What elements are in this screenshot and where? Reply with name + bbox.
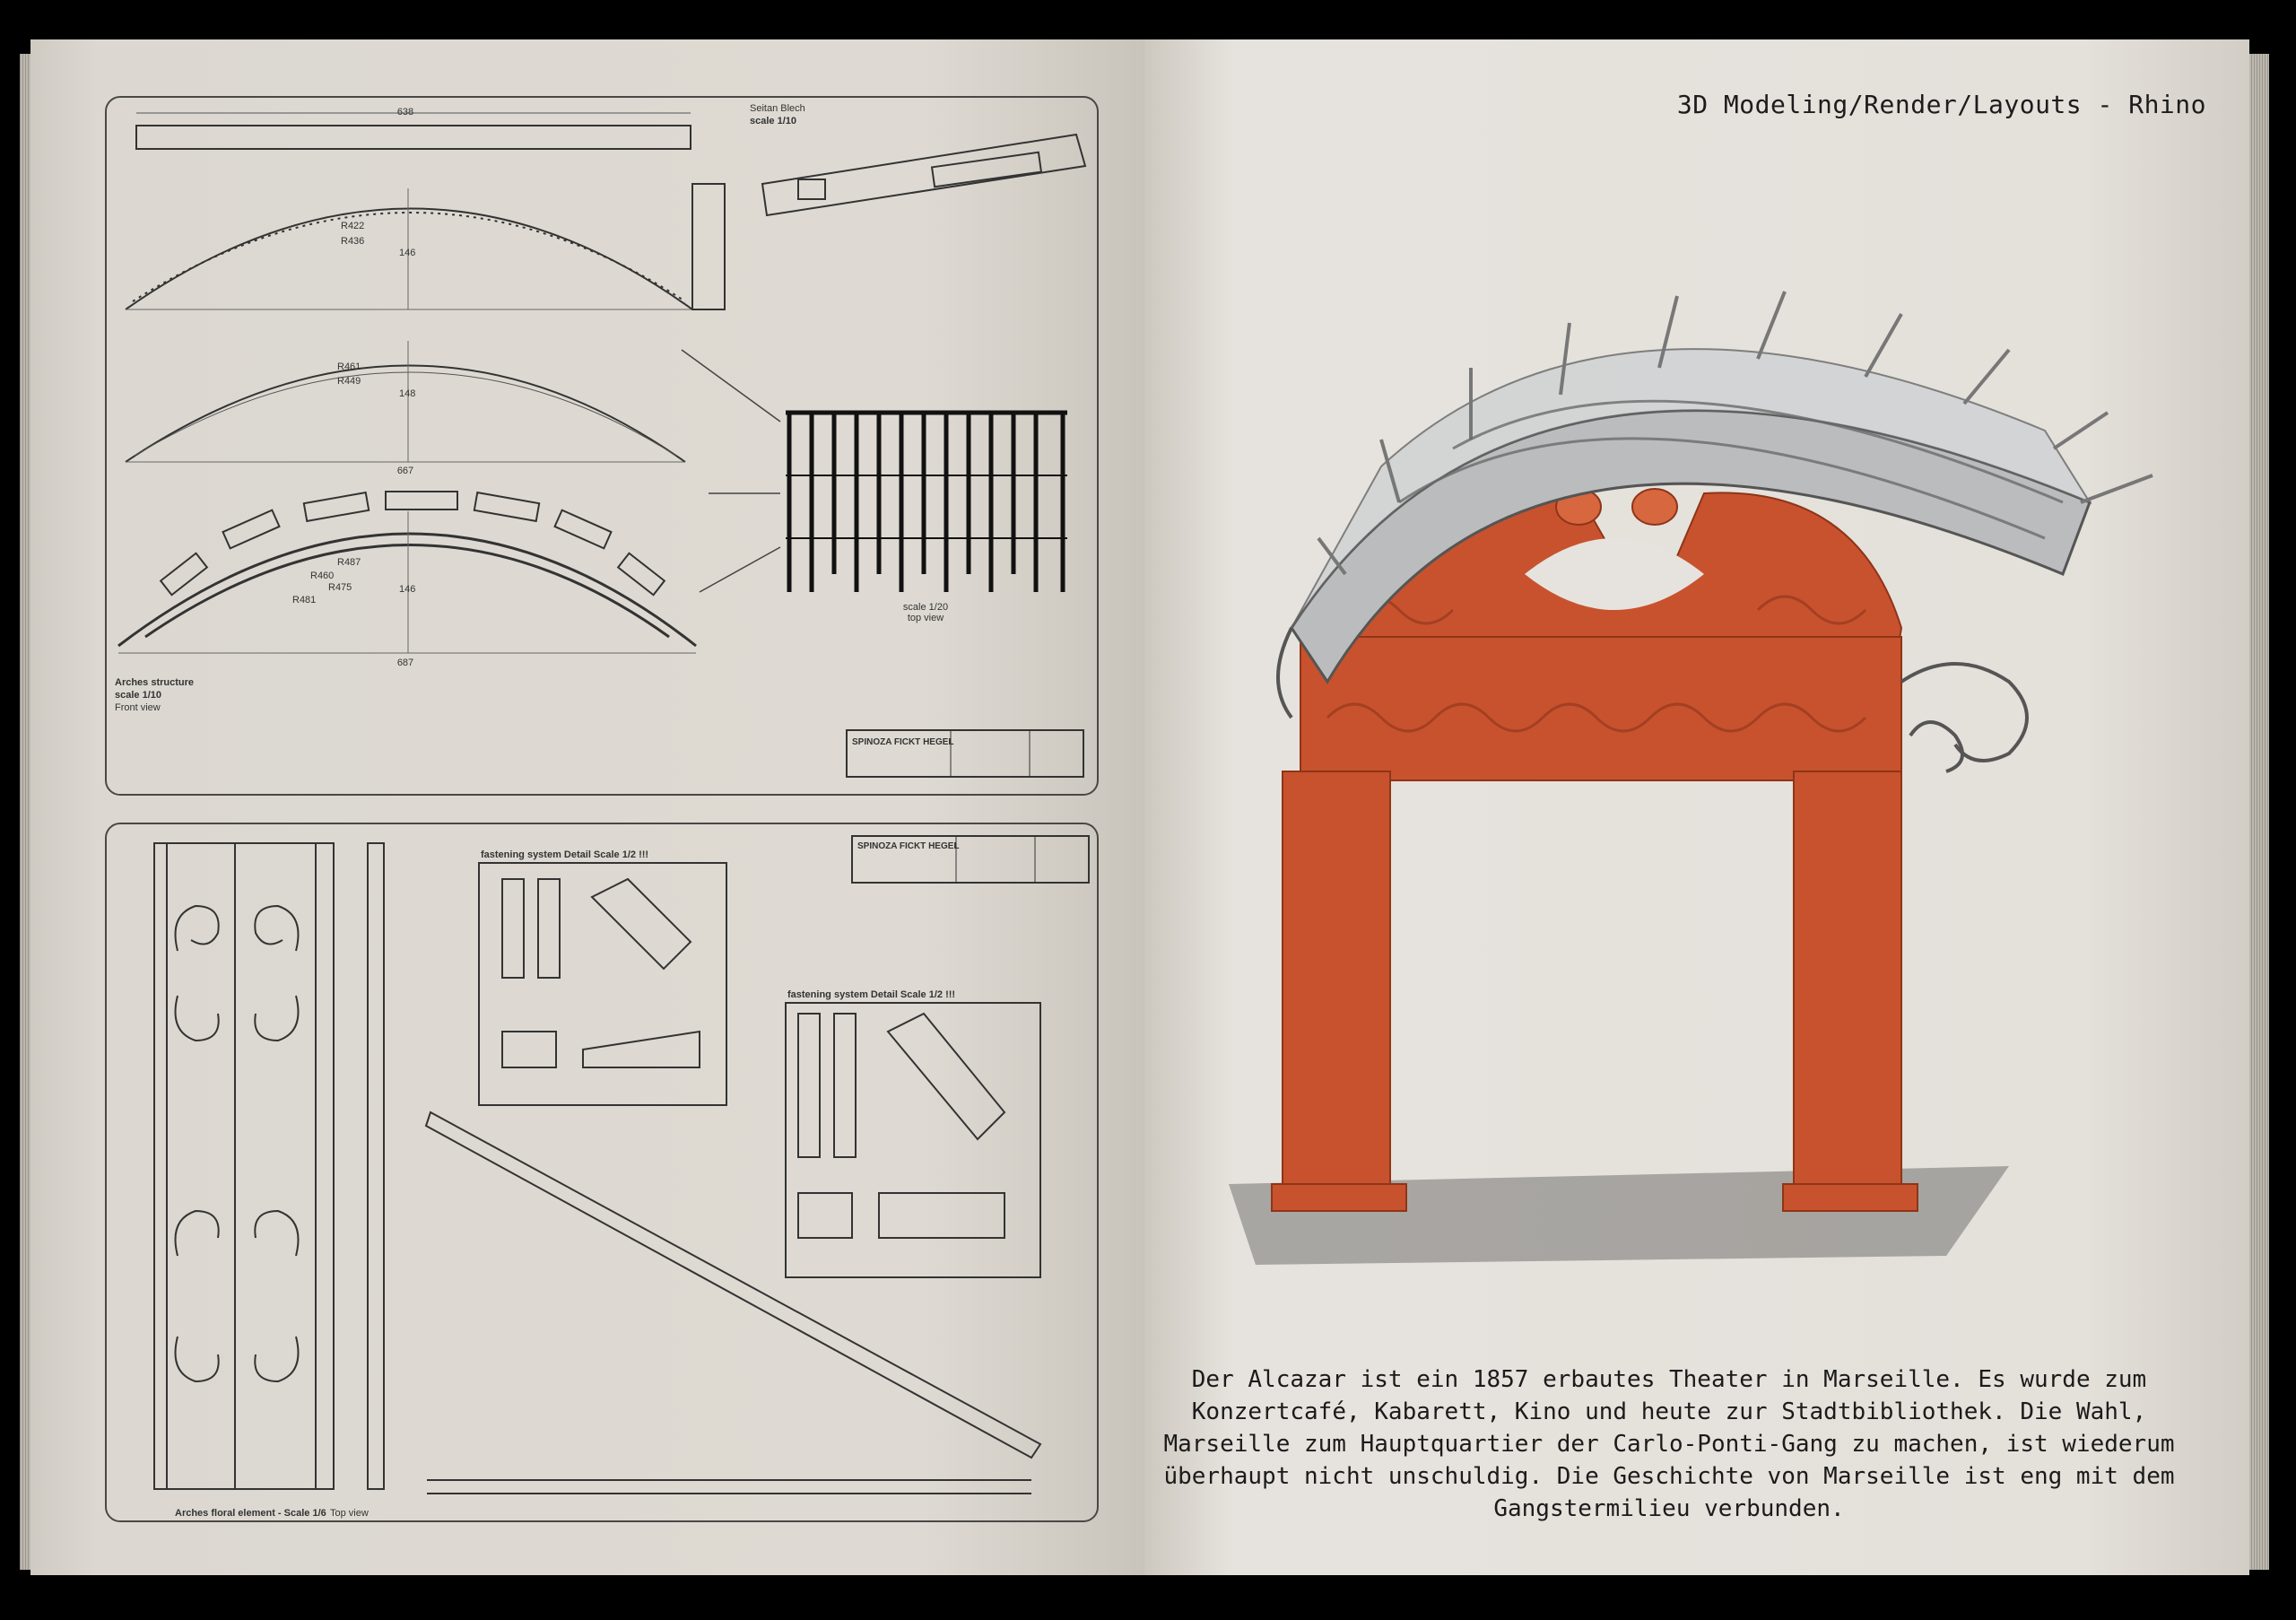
arches-view: Front view: [115, 702, 161, 713]
arches-scale: scale 1/10: [115, 690, 161, 701]
detail1-label: fastening system Detail Scale 1/2 !!!: [481, 849, 649, 860]
h1-label: 146: [399, 248, 416, 258]
page-header: 3D Modeling/Render/Layouts - Rhino: [1676, 90, 2206, 119]
sheet-scale: scale 1/10: [750, 116, 796, 126]
w3-label: 687: [396, 658, 414, 668]
arches-label: Arches structure: [115, 677, 195, 688]
floral-label: Arches floral element - Scale 1/6: [175, 1508, 326, 1519]
r3d-label: R481: [292, 595, 317, 605]
sheet-label: Seitan Blech: [750, 103, 805, 114]
body-paragraph: Der Alcazar ist ein 1857 erbautes Theater in Marseille. Es wurde zum Konzertcafé, Kabarett, Kino und heute zur Stadtbibliothek. Die Wahl, Marseille zum Hauptquartier der Carlo-Ponti-Gang zu machen, ist wiederum überhaupt nicht unschuldig. Die Geschichte von Marseille ist eng mit dem Gangstermilieu verbunden.: [1163, 1366, 2175, 1522]
detail2-label: fastening system Detail Scale 1/2 !!!: [787, 989, 956, 1000]
r2a-label: R461: [337, 361, 361, 372]
w2-label: 667: [396, 466, 414, 476]
r3b-label: R460: [310, 570, 335, 581]
grid-view: top view: [907, 613, 944, 623]
floral-view: Top view: [330, 1508, 369, 1519]
h2-label: 148: [399, 388, 416, 399]
dim-top-label: 638: [396, 107, 414, 118]
grid-scale: scale 1/20: [902, 602, 949, 613]
r1b-label: R436: [341, 236, 365, 247]
r3a-label: R487: [337, 557, 361, 568]
r3c-label: R475: [328, 582, 352, 593]
titleblock-bottom-name: SPINOZA FICKT HEGEL: [857, 841, 960, 851]
h3-label: 146: [399, 584, 416, 595]
titleblock-top-name: SPINOZA FICKT HEGEL: [852, 737, 954, 747]
r2b-label: R449: [337, 376, 361, 387]
r1a-label: R422: [341, 221, 365, 231]
